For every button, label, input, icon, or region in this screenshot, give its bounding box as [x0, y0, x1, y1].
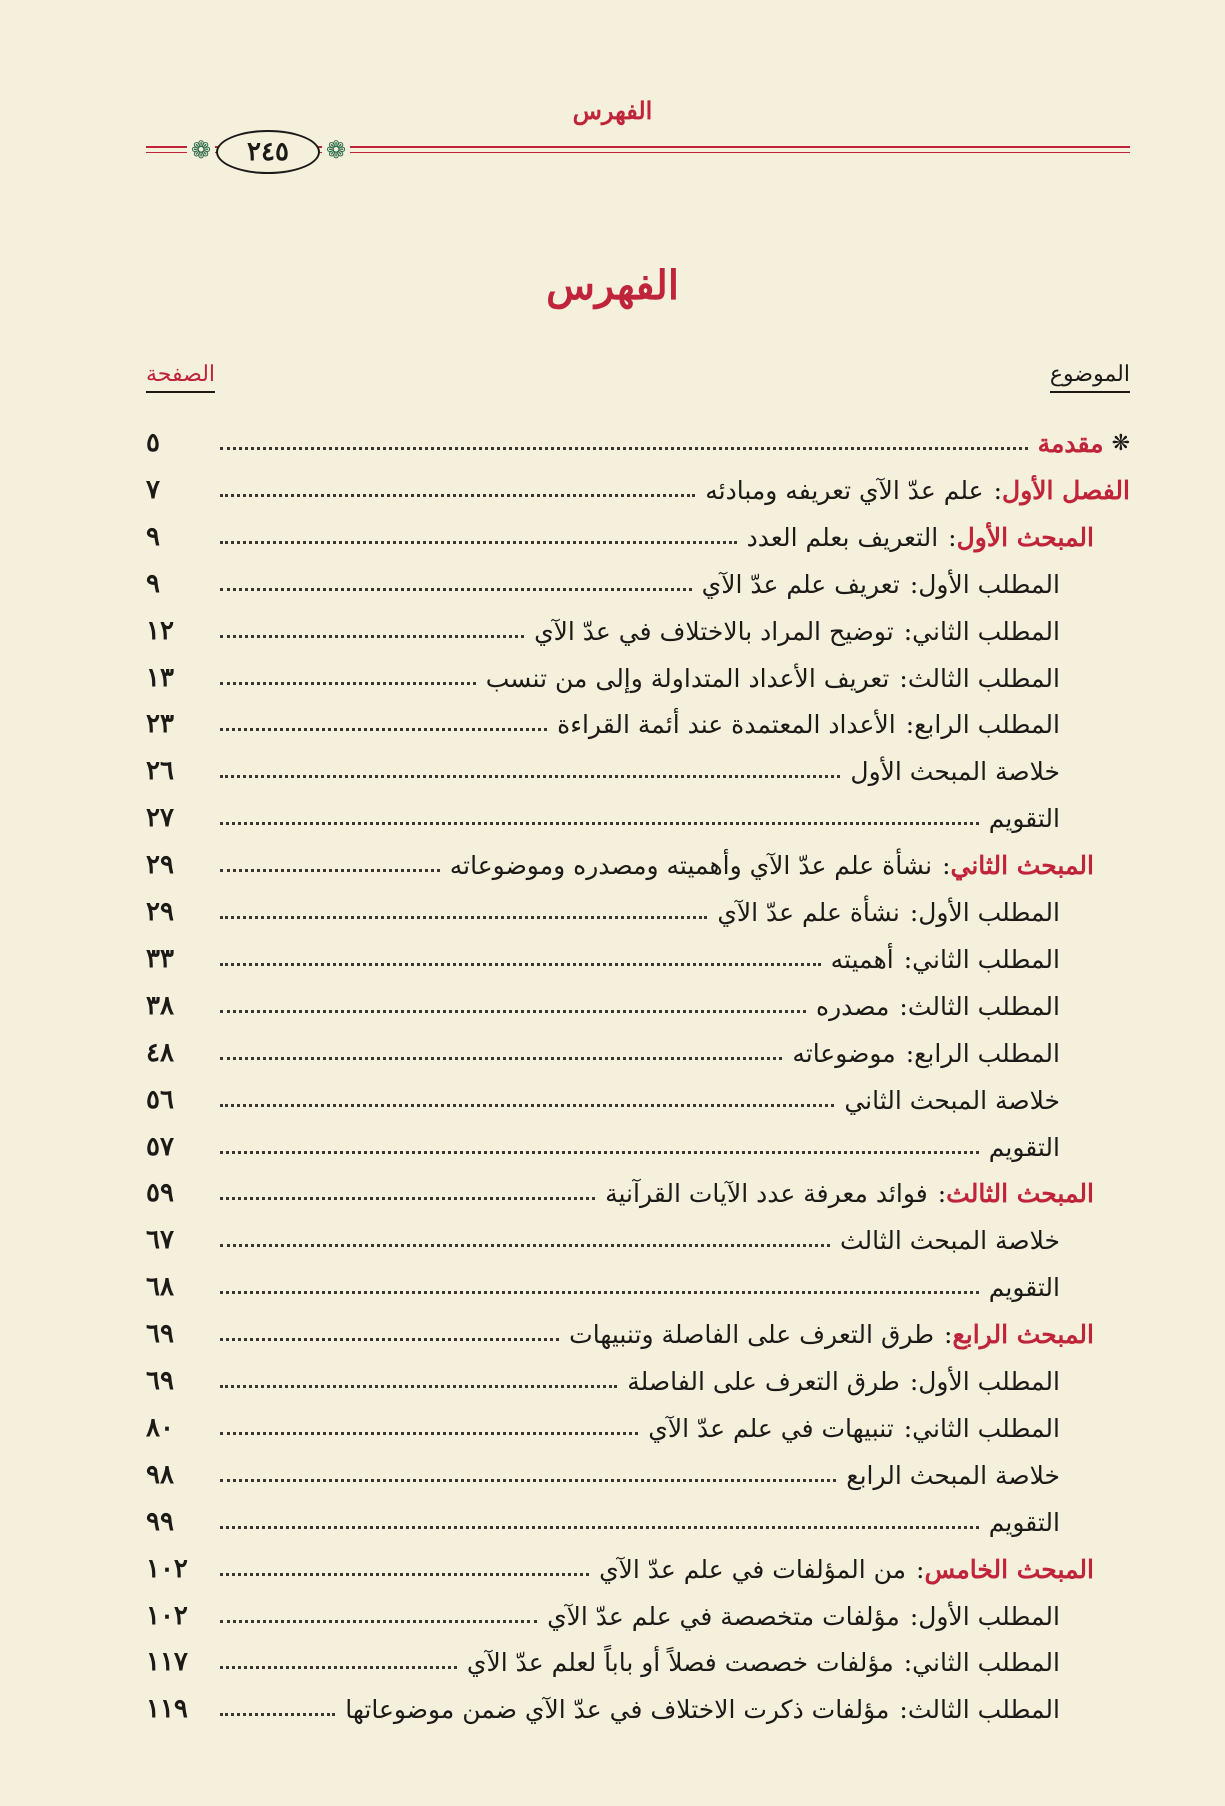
toc-text: مصدره	[816, 991, 890, 1021]
toc-label: المطلب الأول	[918, 569, 1060, 599]
page-number-badge: ٢٤٥	[216, 130, 320, 174]
toc-label: خلاصة المبحث الثاني	[844, 1085, 1060, 1115]
toc-text: موضوعاته	[792, 1038, 896, 1068]
dot-leader	[220, 1620, 537, 1623]
toc-entry	[557, 710, 1060, 739]
toc-colon: :	[903, 1413, 913, 1443]
dot-leader	[220, 1338, 559, 1341]
toc-colon: :	[903, 944, 913, 974]
toc-row	[146, 608, 1130, 654]
star-bullet-icon: ❋	[1111, 430, 1130, 456]
toc-entry	[816, 992, 1060, 1021]
dot-leader	[220, 1151, 979, 1154]
toc-text: من المؤلفات في علم عدّ الآي	[599, 1554, 907, 1584]
toc-text: فوائد معرفة عدد الآيات القرآنية	[605, 1178, 928, 1208]
toc-text: نشأة علم عدّ الآي وأهميته ومصدره وموضوعاته	[449, 850, 933, 880]
toc-entry	[627, 1367, 1060, 1396]
toc-page-number: ٧	[146, 475, 160, 505]
toc-label: خلاصة المبحث الأول	[850, 756, 1060, 786]
toc-text: مؤلفات ذكرت الاختلاف في عدّ الآي ضمن موضوعاتها	[345, 1694, 890, 1724]
toc-page-number: ٤٨	[146, 1038, 174, 1068]
toc-label: المطلب الثالث	[907, 1694, 1060, 1724]
dot-leader	[220, 963, 821, 966]
dot-leader	[220, 1057, 782, 1060]
toc-label: المطلب الرابع	[914, 1038, 1060, 1068]
toc-entry	[450, 851, 1094, 880]
toc-page-number: ٩٩	[146, 1507, 174, 1537]
toc-page-number: ٩	[146, 569, 160, 599]
dot-leader	[220, 541, 737, 544]
toc-row	[146, 983, 1130, 1029]
dot-leader	[220, 1713, 335, 1716]
dot-leader	[220, 1291, 979, 1294]
toc-text: التعريف بعلم العدد	[746, 522, 939, 552]
toc-entry	[747, 523, 1094, 552]
floral-ornament-icon: ❁	[322, 136, 350, 164]
dot-leader	[220, 1432, 638, 1435]
dot-leader	[220, 1244, 830, 1247]
toc-colon: :	[944, 1319, 953, 1349]
toc-label: المطلب الرابع	[914, 709, 1060, 739]
toc-row	[146, 1030, 1130, 1076]
toc-colon: :	[937, 1178, 947, 1208]
toc-row	[146, 936, 1130, 982]
toc-entry	[850, 757, 1060, 786]
toc-text: أهميته	[830, 944, 894, 974]
dot-leader	[220, 728, 547, 731]
toc-row	[146, 420, 1130, 466]
toc-text: مؤلفات متخصصة في علم عدّ الآي	[547, 1601, 900, 1631]
toc-row	[146, 1499, 1130, 1545]
dot-leader	[220, 1197, 595, 1200]
toc-row	[146, 655, 1130, 701]
toc-page-number: ٦٩	[146, 1366, 174, 1396]
toc-row	[146, 889, 1130, 935]
toc-text: تنبيهات في علم عدّ الآي	[648, 1413, 894, 1443]
toc-label: التقويم	[988, 1507, 1060, 1537]
toc-page-number: ٢٣	[146, 709, 174, 739]
toc-label: المطلب الثاني	[912, 1647, 1060, 1677]
toc-text: تعريف علم عدّ الآي	[701, 569, 900, 599]
toc-page-number: ٥٦	[146, 1085, 174, 1115]
toc-row	[146, 701, 1130, 747]
toc-row	[146, 1077, 1130, 1123]
toc-label: مقدمة	[1037, 428, 1104, 458]
toc-page-number: ٦٨	[146, 1272, 174, 1302]
toc-entry	[831, 945, 1060, 974]
toc-row	[146, 1217, 1130, 1263]
toc-entry	[705, 476, 1130, 505]
toc-page-number: ٥٩	[146, 1178, 174, 1208]
toc-page-number: ١١٧	[146, 1647, 188, 1677]
toc-entry	[989, 1508, 1060, 1537]
dot-leader	[220, 1104, 834, 1107]
toc-entry	[989, 1273, 1060, 1302]
toc-label: المطلب الثاني	[912, 1413, 1060, 1443]
dot-leader	[220, 1666, 457, 1669]
toc-entry	[486, 664, 1060, 693]
toc-colon: :	[899, 1694, 908, 1724]
toc-label: المبحث الثاني	[950, 850, 1094, 880]
toc-row	[146, 795, 1130, 841]
toc-entry	[467, 1648, 1060, 1677]
toc-page-number: ٥٧	[146, 1132, 174, 1162]
dot-leader	[220, 494, 695, 497]
toc-row	[146, 1546, 1130, 1592]
toc-label: المطلب الثاني	[912, 944, 1060, 974]
toc-entry	[599, 1555, 1094, 1584]
toc-entry	[844, 1086, 1060, 1115]
toc-entry	[648, 1414, 1060, 1443]
dot-leader	[220, 1526, 979, 1529]
toc-colon: :	[916, 1554, 925, 1584]
toc-row	[146, 514, 1130, 560]
toc-row	[146, 1452, 1130, 1498]
toc-colon: :	[909, 1601, 919, 1631]
toc-label: المطلب الثالث	[907, 663, 1060, 693]
toc-colon: :	[905, 1038, 915, 1068]
toc-page-number: ٩٨	[146, 1460, 174, 1490]
toc-entry	[569, 1320, 1094, 1349]
toc-row	[146, 1124, 1130, 1170]
toc-text: توضيح المراد بالاختلاف في عدّ الآي	[534, 616, 894, 646]
page-title: الفهرس	[546, 262, 679, 309]
toc-label: التقويم	[988, 803, 1060, 833]
toc-row	[146, 1405, 1130, 1451]
toc-row	[146, 1170, 1130, 1216]
toc-colon: :	[903, 1647, 913, 1677]
toc-page-number: ٩	[146, 522, 160, 552]
toc-label: المطلب الثالث	[907, 991, 1060, 1021]
toc-page-number: ١١٩	[146, 1694, 188, 1724]
toc-colon: :	[903, 616, 913, 646]
toc-page-number: ٦٩	[146, 1319, 174, 1349]
dot-leader	[220, 635, 524, 638]
toc-row	[146, 748, 1130, 794]
toc-colon: :	[899, 663, 908, 693]
toc-row	[146, 842, 1130, 888]
toc-text: طرق التعرف على الفاصلة وتنبيهات	[569, 1319, 935, 1349]
dot-leader	[220, 588, 692, 591]
dot-leader	[220, 1010, 806, 1013]
toc-entry	[989, 1133, 1060, 1162]
toc-label: المطلب الأول	[918, 897, 1060, 927]
toc-row	[146, 1593, 1130, 1639]
dot-leader	[220, 775, 840, 778]
toc-page-number: ٢٩	[146, 850, 174, 880]
dot-leader	[220, 1573, 589, 1576]
toc-page-number: ٢٦	[146, 756, 174, 786]
toc-entry	[702, 570, 1060, 599]
toc-page-number: ١٠٢	[146, 1601, 188, 1631]
toc-entry	[840, 1226, 1060, 1255]
toc-label: خلاصة المبحث الثالث	[839, 1225, 1060, 1255]
toc-colon: :	[993, 475, 1003, 505]
toc-text: طرق التعرف على الفاصلة	[627, 1366, 900, 1396]
toc-row	[146, 1311, 1130, 1357]
toc-colon: :	[909, 569, 919, 599]
toc-label: المبحث الثالث	[946, 1178, 1094, 1208]
toc-colon: :	[905, 709, 915, 739]
dot-leader	[220, 1385, 617, 1388]
column-header-page: الصفحة	[146, 362, 215, 393]
toc-page-number: ٦٧	[146, 1225, 174, 1255]
toc-text: علم عدّ الآي تعريفه ومبادئه	[705, 475, 984, 505]
dot-leader	[220, 869, 440, 872]
toc-page-number: ٣٣	[146, 944, 174, 974]
dot-leader	[220, 916, 707, 919]
toc-row	[146, 1639, 1130, 1685]
toc-page-number: ١٢	[146, 616, 174, 646]
toc-row	[146, 561, 1130, 607]
toc-colon: :	[942, 850, 951, 880]
dot-leader	[220, 822, 979, 825]
toc-text: نشأة علم عدّ الآي	[717, 897, 900, 927]
dot-leader	[220, 447, 1028, 450]
toc-page-number: ٢٧	[146, 803, 174, 833]
toc-text: تعريف الأعداد المتداولة وإلى من تنسب	[485, 663, 890, 693]
toc-colon: :	[899, 991, 908, 1021]
toc-entry	[1038, 429, 1130, 458]
toc-page-number: ٥	[146, 428, 160, 458]
toc-entry	[792, 1039, 1060, 1068]
dot-leader	[220, 1479, 836, 1482]
toc-page-number: ١٣	[146, 663, 174, 693]
toc-entry	[534, 617, 1060, 646]
toc-label: خلاصة المبحث الرابع	[846, 1460, 1060, 1490]
toc-entry	[846, 1461, 1060, 1490]
toc-label: المطلب الأول	[918, 1366, 1060, 1396]
toc-label: المطلب الثاني	[912, 616, 1060, 646]
toc-label: التقويم	[988, 1272, 1060, 1302]
toc-label: المبحث الخامس	[924, 1554, 1094, 1584]
toc-colon: :	[909, 1366, 919, 1396]
toc-row	[146, 1264, 1130, 1310]
toc-label: المطلب الأول	[918, 1601, 1060, 1631]
column-header-subject: الموضوع	[1050, 362, 1130, 393]
running-head: الفهرس	[572, 96, 653, 125]
toc-text: مؤلفات خصصت فصلاً أو باباً لعلم عدّ الآي	[466, 1647, 894, 1677]
toc-row	[146, 1358, 1130, 1404]
toc-label: الفصل الأول	[1002, 475, 1130, 505]
floral-ornament-icon: ❁	[187, 136, 215, 164]
toc-entry	[717, 898, 1060, 927]
toc-colon: :	[909, 897, 919, 927]
toc-label: التقويم	[988, 1132, 1060, 1162]
toc-row	[146, 467, 1130, 513]
toc-label: المبحث الرابع	[952, 1319, 1094, 1349]
toc-row	[146, 1686, 1130, 1732]
toc-page-number: ٨٠	[146, 1413, 174, 1443]
toc-entry	[345, 1695, 1060, 1724]
toc-entry	[989, 804, 1060, 833]
toc-entry	[547, 1602, 1060, 1631]
toc-page-number: ٢٩	[146, 897, 174, 927]
toc-page-number: ١٠٢	[146, 1554, 188, 1584]
dot-leader	[220, 682, 476, 685]
toc-label: المبحث الأول	[956, 522, 1094, 552]
toc-text: الأعداد المعتمدة عند أئمة القراءة	[557, 709, 896, 739]
toc-page-number: ٣٨	[146, 991, 174, 1021]
toc-entry	[605, 1179, 1094, 1208]
toc-colon: :	[948, 522, 957, 552]
